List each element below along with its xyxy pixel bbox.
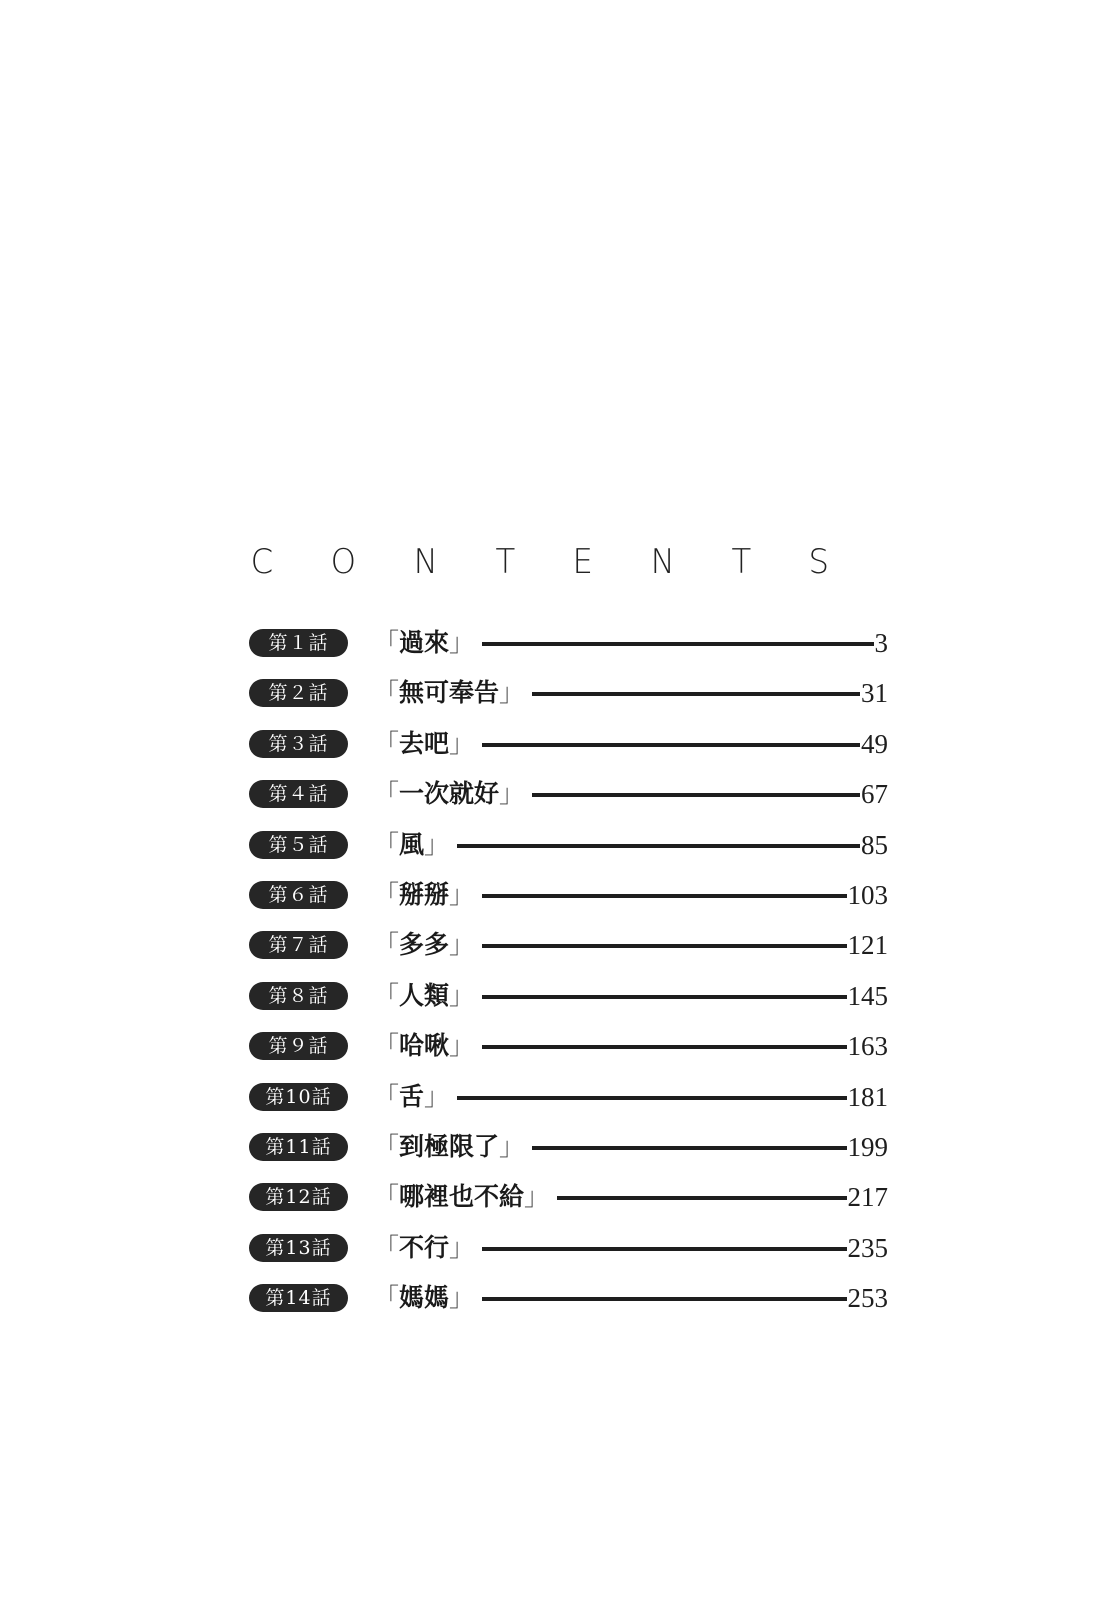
toc-entry[interactable] (0, 931, 1100, 961)
page-number: 253 (847, 1283, 888, 1314)
page-number: 181 (847, 1081, 888, 1112)
heading-letter: N (413, 542, 438, 582)
close-bracket: 」 (449, 1031, 475, 1061)
leader-line (532, 692, 860, 696)
leader-line (482, 1297, 847, 1301)
heading-letter: C (250, 542, 274, 582)
chapter-title-text: 舌 (399, 1081, 425, 1111)
page-number: 85 (861, 829, 888, 860)
toc-entry[interactable] (0, 881, 1100, 911)
chapter-title (374, 1179, 549, 1215)
close-bracket: 」 (449, 980, 475, 1010)
chapter-title-text: 掰掰 (399, 880, 450, 909)
toc-entry[interactable] (0, 831, 1100, 861)
chapter-title-text: 媽媽 (399, 1283, 450, 1313)
heading-letter: S (808, 542, 830, 582)
toc-entry[interactable] (0, 780, 1100, 810)
heading-letter: O (330, 542, 357, 582)
chapter-title (374, 1129, 524, 1165)
heading-letter: T (495, 542, 516, 582)
close-bracket: 」 (424, 829, 450, 859)
toc-entry[interactable] (0, 679, 1100, 709)
leader-line (482, 743, 860, 747)
chapter-title (374, 625, 474, 661)
leader-line (482, 944, 847, 948)
heading-letter: E (572, 542, 593, 582)
chapter-number-badge: 第４話 (249, 780, 348, 808)
chapter-number-badge: 第１話 (249, 629, 348, 657)
open-bracket: 「 (374, 728, 400, 758)
page-number: 3 (874, 628, 888, 658)
chapter-number-badge: 第５話 (249, 831, 348, 859)
leader-line (482, 995, 847, 999)
page-number: 121 (847, 930, 888, 961)
chapter-number-badge: 第２話 (249, 679, 348, 707)
open-bracket: 「 (374, 1132, 400, 1161)
close-bracket: 」 (449, 628, 475, 657)
open-bracket: 「 (374, 1232, 400, 1262)
chapter-number-badge: 第12話 (249, 1183, 348, 1211)
chapter-title (374, 1230, 474, 1266)
open-bracket: 「 (374, 1283, 400, 1313)
toc-entry[interactable] (0, 730, 1100, 760)
chapter-title-text: 人類 (399, 980, 450, 1010)
chapter-title (374, 1280, 474, 1316)
chapter-title (374, 726, 474, 762)
open-bracket: 「 (374, 1031, 400, 1061)
leader-line (482, 1247, 847, 1251)
page-number: 103 (847, 880, 888, 910)
close-bracket: 」 (449, 728, 475, 758)
page-number: 49 (861, 728, 888, 759)
close-bracket: 」 (449, 880, 475, 909)
page-number: 145 (847, 980, 888, 1011)
open-bracket: 「 (374, 980, 400, 1010)
leader-line (482, 642, 874, 646)
chapter-number-badge: 第14話 (249, 1284, 348, 1312)
heading-letter: N (650, 542, 675, 582)
chapter-title-text: 哪裡也不給 (399, 1182, 525, 1212)
chapter-number-badge: 第８話 (249, 982, 348, 1010)
contents-heading (250, 540, 830, 584)
chapter-number-badge: 第10話 (249, 1083, 348, 1111)
open-bracket: 「 (374, 678, 400, 708)
leader-line (457, 844, 860, 848)
chapter-title (374, 776, 524, 812)
chapter-title-text: 去吧 (399, 728, 450, 758)
chapter-title-text: 過來 (399, 628, 450, 657)
leader-line (482, 1045, 847, 1049)
open-bracket: 「 (374, 930, 400, 960)
chapter-title (374, 978, 474, 1014)
leader-line (532, 793, 860, 797)
page-number: 199 (847, 1132, 888, 1162)
page-number: 163 (847, 1031, 888, 1062)
chapter-title-text: 一次就好 (399, 779, 500, 809)
toc-entry[interactable] (0, 1284, 1100, 1314)
leader-line (457, 1096, 847, 1100)
close-bracket: 」 (499, 678, 525, 708)
close-bracket: 」 (424, 1081, 450, 1111)
toc-entry[interactable] (0, 1083, 1100, 1113)
chapter-title-text: 不行 (399, 1232, 450, 1262)
close-bracket: 」 (449, 1283, 475, 1313)
page-number: 217 (847, 1182, 888, 1213)
leader-line (557, 1196, 847, 1200)
toc-entry[interactable] (0, 1032, 1100, 1062)
open-bracket: 「 (374, 1182, 400, 1212)
chapter-number-badge: 第11話 (249, 1133, 348, 1161)
page-number: 67 (861, 779, 888, 810)
toc-entry[interactable] (0, 1133, 1100, 1163)
open-bracket: 「 (374, 829, 400, 859)
chapter-title (374, 927, 474, 963)
close-bracket: 」 (524, 1182, 550, 1212)
close-bracket: 」 (499, 779, 525, 809)
open-bracket: 「 (374, 779, 400, 809)
toc-entry[interactable] (0, 629, 1100, 659)
page-number: 235 (847, 1232, 888, 1263)
chapter-number-badge: 第６話 (249, 881, 348, 909)
chapter-title (374, 675, 524, 711)
chapter-title (374, 877, 474, 913)
chapter-title (374, 827, 449, 863)
toc-entry[interactable] (0, 1234, 1100, 1264)
close-bracket: 」 (449, 930, 475, 960)
heading-letter: T (731, 542, 752, 582)
chapter-number-badge: 第９話 (249, 1032, 348, 1060)
chapter-title-text: 哈啾 (399, 1031, 450, 1061)
chapter-number-badge: 第３話 (249, 730, 348, 758)
close-bracket: 」 (449, 1232, 475, 1262)
chapter-title-text: 無可奉告 (399, 678, 500, 708)
chapter-number-badge: 第７話 (249, 931, 348, 959)
open-bracket: 「 (374, 1081, 400, 1111)
chapter-title (374, 1028, 474, 1064)
chapter-title (374, 1079, 449, 1115)
leader-line (482, 894, 847, 898)
chapter-title-text: 到極限了 (399, 1132, 500, 1161)
open-bracket: 「 (374, 880, 400, 909)
chapter-number-badge: 第13話 (249, 1234, 348, 1262)
toc-entry[interactable] (0, 982, 1100, 1012)
close-bracket: 」 (499, 1132, 525, 1161)
page-number: 31 (861, 678, 888, 709)
leader-line (532, 1146, 847, 1150)
chapter-title-text: 風 (399, 829, 425, 859)
chapter-title-text: 多多 (399, 930, 450, 960)
open-bracket: 「 (374, 628, 400, 657)
toc-entry[interactable] (0, 1183, 1100, 1213)
